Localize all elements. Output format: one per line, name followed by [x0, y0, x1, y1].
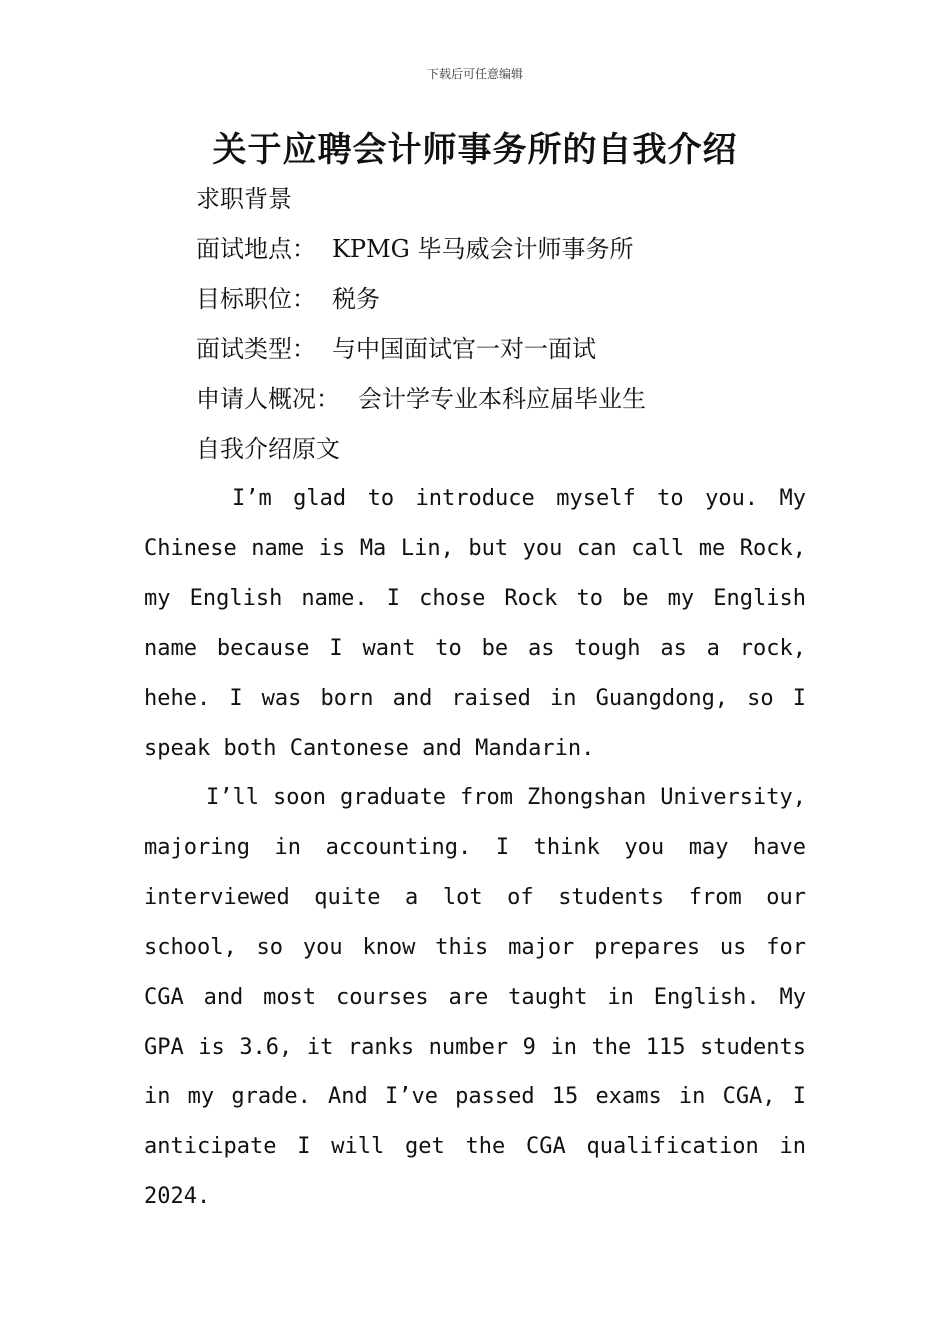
- interview-location-value: KPMG 毕马威会计师事务所: [332, 235, 634, 263]
- applicant-profile-value: 会计学专业本科应届毕业生: [358, 385, 646, 413]
- interview-type-label: 面试类型：: [196, 335, 316, 363]
- target-position-value: 税务: [332, 285, 380, 313]
- applicant-profile-line: [196, 382, 646, 416]
- applicant-profile-label: 申请人概况：: [196, 385, 340, 413]
- education-paragraph: I’ll soon graduate from Zhongshan University, majoring in accounting. I think you may have interviewed quite a lot of students from our school, so you know this major prepares us for CGA and most courses are taught in English. My GPA is 3.6, it ranks number 9 in the 115 students in my grade. And I’ve passed 15 exams in CGA, I anticipate I will get the CGA qualification in 2024.: [144, 785, 806, 1210]
- interview-location-line: [196, 232, 633, 266]
- interview-type-value: 与中国面试官一对一面试: [332, 335, 596, 363]
- interview-location-label: 面试地点：: [196, 235, 316, 263]
- target-position-label: 目标职位：: [196, 285, 316, 313]
- target-position-line: [196, 282, 380, 316]
- intro-paragraph: I’m glad to introduce myself to you. My Chinese name is Ma Lin, but you can call me Rock, my English name. I chose Rock to be my English name because I want to be as tough as a rock, hehe. I was born and raised in Guangdong, so I speak both Cantonese and Mandarin.: [144, 486, 806, 761]
- background-heading: 求职背景: [196, 185, 292, 213]
- document-title: 关于应聘会计师事务所的自我介绍: [212, 130, 738, 170]
- interview-type-line: [196, 332, 596, 366]
- intro-heading: 自我介绍原文: [196, 435, 340, 463]
- page-header-note: 下载后可任意编辑: [426, 67, 523, 81]
